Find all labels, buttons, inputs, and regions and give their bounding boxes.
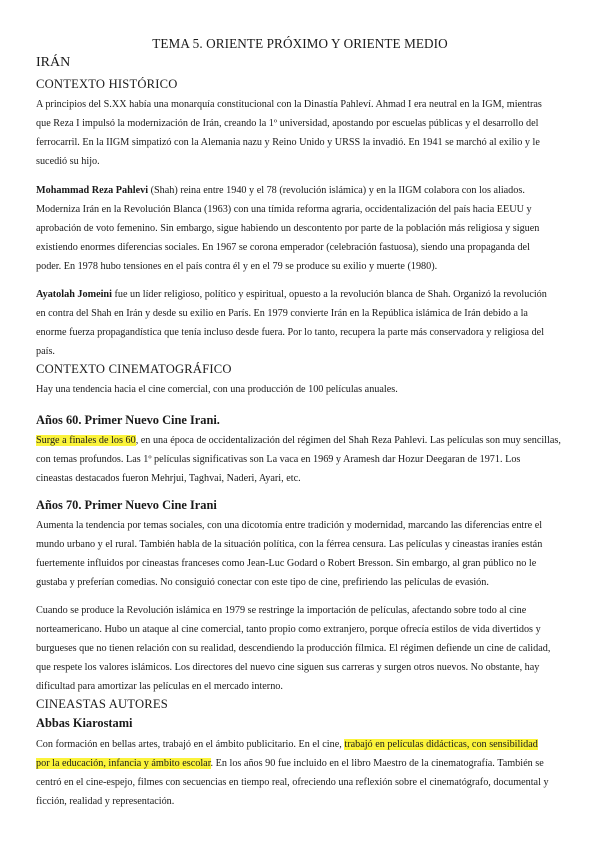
paragraph-line: poder. En 1978 hubo tensiones en el país contra él y en el 79 se produce su exilio y muerte (1980). [36,261,438,272]
highlighted-text: Surge a finales de los 60 [36,435,136,446]
paragraph-line: A principios del S.XX había una monarquía constitucional con la Dinastía Pahleví. Ahmad I era neutral en la IGM, mientras [36,99,542,110]
paragraph-line [36,735,564,755]
paragraph-line: que Reza I impulsó la modernización de Irán, creando la 1º universidad, apostando por escuelas públicas y el desarrollo del [36,118,539,129]
paragraph-line: aprobación de voto femenino. Sin embargo, sigue habiendo un descontento por parte de la población más religiosa y siguen [36,223,540,234]
paragraph-line [36,181,564,201]
paragraph-line: con temas profundos. Las 1º películas significativas son La vaca en 1969 y Aramesh dar Hozur Deegaran de 1971. Los [36,454,521,465]
paragraph-text: Con formación en bellas artes, trabajó en el ámbito publicitario. En el cine, [36,739,345,750]
person-name-reza-pahlevi: Mohammad Reza Pahlevi [36,185,149,196]
paragraph-line [36,285,564,305]
paragraph-line: gustaba y preferían comedias. No consiguió conectar con este tipo de cine, prefiriendo las películas de evasión. [36,577,489,588]
section-heading-contexto-historico: CONTEXTO HISTÓRICO [36,77,178,91]
paragraph-text: (Shah) reina entre 1940 y el 78 (revolución islámica) y en la IIGM colabora con los aliados. [148,185,525,196]
paragraph-line: burgueses que no tienen relación con su realidad, descendiendo la producción fílmica. El régimen defiende un cine de calidad, [36,643,551,654]
paragraph-line: en contra del Shah en Irán y desde su exilio en París. En 1979 convierte Irán en la República islámica de Irán debido a la [36,308,528,319]
person-name-jomeini: Ayatolah Jomeini [36,289,112,300]
section-heading-anos-60: Años 60. Primer Nuevo Cine Irani. [36,413,220,427]
paragraph-line: mundo urbano y el rural. También habla de la situación política, con la férrea censura. Las películas y cineastas iraníes están [36,539,543,550]
paragraph-text: fue un líder religioso, político y espiritual, opuesto a la revolución blanca de Shah. Organizó la revolución [111,289,547,300]
section-heading-anos-70: Años 70. Primer Nuevo Cine Irani [36,498,217,512]
paragraph-line: Moderniza Irán en la Revolución Blanca (1963) con una tímida reforma agraria, occidentalización del país hacia EEUU y [36,204,532,215]
paragraph-line: enorme fuerza propagandística que tenía incluso desde fuera. Por lo tanto, recupera la parte más conservadora y religiosa del [36,327,545,338]
person-heading-kiarostami: Abbas Kiarostami [36,716,133,730]
paragraph-line: que respete los valores islámicos. Los directores del nuevo cine siguen sus carreras y surgen otros nuevos. No obstante, hay [36,662,540,673]
paragraph-line [36,431,564,451]
section-heading-cineastas-autores: CINEASTAS AUTORES [36,697,168,711]
paragraph-line: cineastas destacados fueron Mehrjui, Taghvai, Naderi, Ayari, etc. [36,473,301,484]
paragraph-text: . En los años 90 fue incluido en el libro Maestro de la cinematografía. También se [210,758,544,769]
section-heading-contexto-cinematografico: CONTEXTO CINEMATOGRÁFICO [36,362,232,376]
paragraph-line: Cuando se produce la Revolución islámica en 1979 se restringe la importación de películas, afectando sobre todo al cine [36,605,527,616]
paragraph-line: fuertemente influidos por cineastas franceses como Jean-Luc Godard o Robert Bresson. Sin embargo, al gran público no le [36,558,537,569]
paragraph-line: sucedió su hijo. [36,156,100,167]
paragraph-line: Hay una tendencia hacia el cine comercial, con una producción de 100 películas anuales. [36,384,398,395]
paragraph-line: país. [36,346,55,357]
paragraph-line: Aumenta la tendencia por temas sociales, con una dicotomía entre tradición y modernidad, marcando las diferencias entre el [36,520,543,531]
paragraph-line: norteamericano. Hubo un ataque al cine comercial, tanto propio como extranjero, porque ofrecía estilos de vida divertidos y [36,624,541,635]
paragraph-line: existiendo enormes diferencias sociales. En 1967 se corona emperador (celebración fastuosa), siendo una propaganda del [36,242,530,253]
paragraph-line: dificultad para amortizar las películas en el mercado interno. [36,681,283,692]
paragraph-line [36,754,564,774]
paragraph-line: centró en el cine-espejo, filmes con secuencias en tiempo real, ofreciendo una reflexión sobre el cinematógrafo, documental y [36,777,549,788]
highlighted-text: trabajó en películas didácticas, con sensibilidad [344,739,538,750]
paragraph-line: ferrocarril. En la IIGM simpatizó con la Alemania nazu y Reino Unido y URSS la invadió. En 1941 se marchó al exilio y le [36,137,540,148]
paragraph-line: ficción, realidad y representación. [36,796,175,807]
country-heading: IRÁN [36,55,71,70]
highlighted-text: por la educación, infancia y ámbito escolar [36,758,211,769]
paragraph-text: , en una época de occidentalización del régimen del Shah Reza Pahlevi. Las películas son muy sencillas, [135,435,561,446]
document-title: TEMA 5. ORIENTE PRÓXIMO Y ORIENTE MEDIO [152,36,448,51]
